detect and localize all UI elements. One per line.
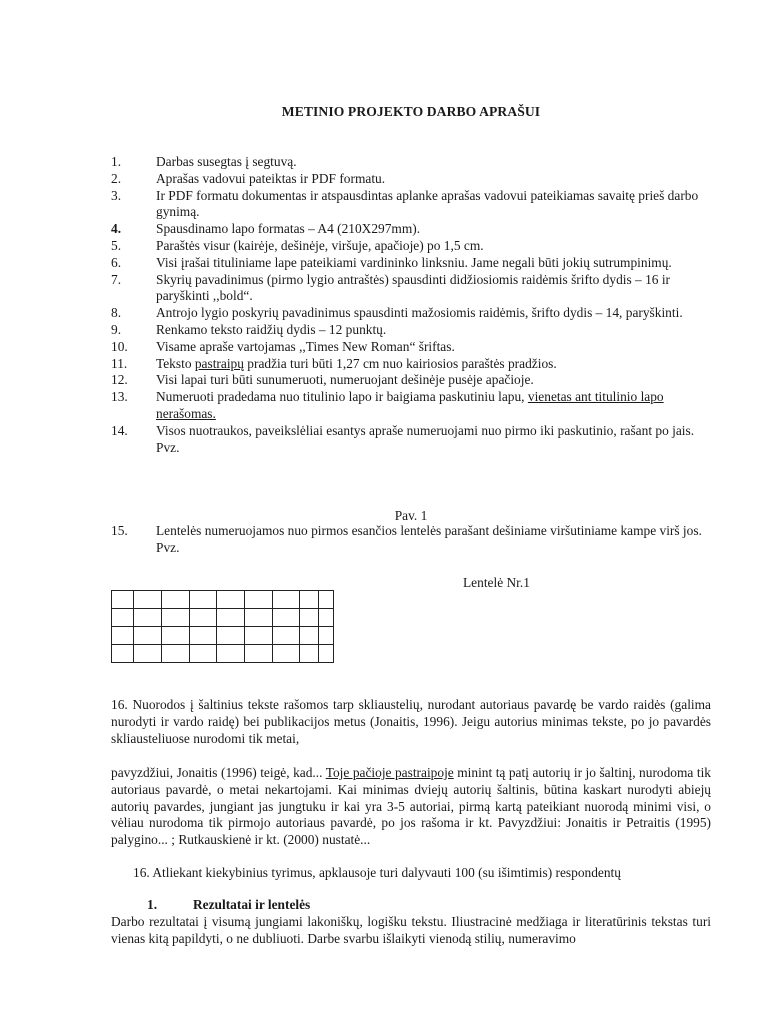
list-item: 4. Spausdinamo lapo formatas – A4 (210X297mm). (111, 221, 421, 237)
list-item: 9. Renkamo teksto raidžių dydis – 12 punktų. (111, 321, 387, 337)
table-row (112, 627, 334, 645)
list-item: 15. Lentelės numeruojamos nuo pirmos esančios lentelės parašant dešiniame viršutiniame kampe virš jos. Pvz. (111, 523, 702, 555)
list-item: 12. Visi lapai turi būti sunumeruoti, numeruojant dešinėje pusėje apačioje. (111, 372, 534, 388)
section-heading: 1. Rezultatai ir lentelės (147, 897, 311, 912)
paragraph-respondents: 16. Atliekant kiekybinius tyrimus, apklausoje turi dalyvauti 100 (su išimtimis) respondentų (133, 865, 621, 880)
figure-label: Pav. 1 (394, 508, 428, 523)
table-row (112, 591, 334, 609)
list-item: 8. Antrojo lygio poskyrių pavadinimus spausdinti mažosiomis raidėmis, šrifto dydis – 14, paryškinti. (111, 305, 683, 321)
example-table (111, 590, 334, 663)
paragraph-citations: pavyzdžiui, Jonaitis (1996) teigė, kad... Toje pačioje pastraipoje minint tą patį autorių ir jo šaltinį, nurodoma tik autoriaus pavardė, o metai nekartojami. Kai minimas dviejų autorių šaltinis, būtina kaskart nurodyti abiejų autorių pavardes, jungiant jas jungtuku ir kai yra 3-5 autoriai, pirmą kartą pateikiant nuorodą minimi visi, o vėliau nurodoma tik pirmojo autoriaus pavardė, po jos rašoma ir kt. Pavyzdžiui: Jonaitis ir Petraitis (1995) palygino... ; Rutkauskienė ir kt. (2000) nustatė... (111, 765, 711, 848)
list-item: 7. Skyrių pavadinimus (pirmo lygio antraštės) spausdinti didžiosiomis raidėmis šrifto dydis – 16 ir paryškinti ,,bold“. (111, 271, 671, 304)
table-label: Lentelė Nr.1 (463, 575, 530, 590)
list-item: 3. Ir PDF formatu dokumentas ir atspausdintas aplanke aprašas vadovui pateikiamas savaitę prieš darbo gynimą. (111, 187, 699, 220)
paragraph-references: 16. Nuorodos į šaltinius tekste rašomos tarp skliaustelių, nurodant autoriaus pavardę be vardo raidės (galima nurodyti ir vardo raidę) bei publikacijos metus (Jonaitis, 1996). Jeigu autorius minimas tekste, po jo pavardės skliausteliuose nurodomi tik metai, (111, 697, 711, 746)
list-item: 11. Teksto pastraipų pradžia turi būti 1,27 cm nuo kairiosios paraštės pradžios. (111, 355, 557, 371)
list-item: 6. Visi įrašai tituliniame lape pateikiami vardininko linksniu. Jame negali būti jokių sutrumpinimų. (111, 254, 672, 270)
list-item: 1. Darbas susegtas į segtuvą. (111, 154, 297, 169)
list-item: 14. Visos nuotraukos, paveikslėliai esantys apraše numeruojami nuo pirmo iki paskutinio, rašant po jais. Pvz. (111, 422, 695, 455)
list-item: 5. Paraštės visur (kairėje, dešinėje, viršuje, apačioje) po 1,5 cm. (111, 237, 484, 253)
document-title: METINIO PROJEKTO DARBO APRAŠUI (281, 104, 541, 119)
list-item: 10. Visame apraše vartojamas ,,Times New Roman“ šriftas. (111, 338, 455, 354)
table-row (112, 609, 334, 627)
table-row (112, 645, 334, 663)
rules-list (111, 154, 711, 456)
paragraph-results: Darbo rezultatai į visumą jungiami lakoniškų, logišku tekstu. Iliustracinė medžiaga ir literatūrinis tekstas turi vienas kitą papildyti, o ne dubliuoti. Darbe svarbu išlaikyti vienodą stilių, numeravimo (111, 914, 711, 946)
list-item: 2. Aprašas vadovui pateiktas ir PDF formatu. (111, 170, 386, 186)
list-item: 13. Numeruoti pradedama nuo titulinio lapo ir baigiama paskutiniu lapu, vienetas ant titulinio lapo nerašomas. (111, 389, 664, 421)
